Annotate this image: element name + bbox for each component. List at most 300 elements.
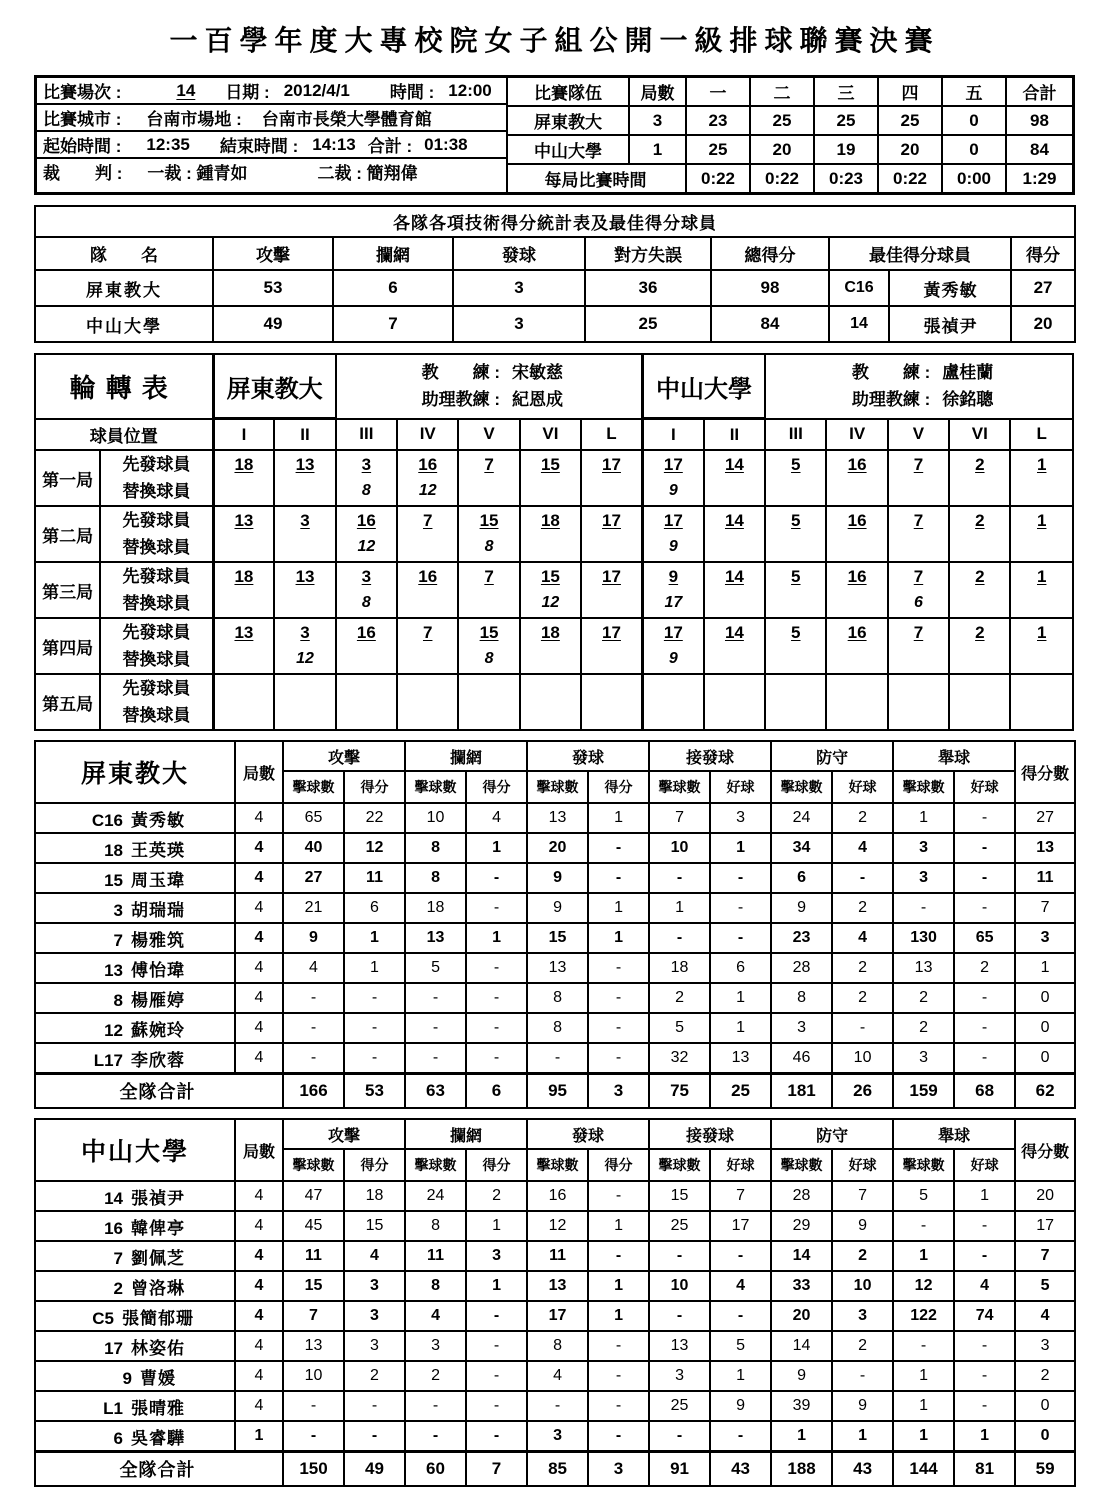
starter-number: [705, 619, 764, 647]
skill-group-header: 攻擊: [283, 741, 405, 771]
stat-cell: -: [283, 1013, 344, 1043]
stat-cell: 39: [771, 1391, 832, 1421]
total-stat-cell: 81: [954, 1452, 1015, 1487]
stat-cell: 1: [588, 893, 649, 923]
rotation-cell: [336, 562, 397, 618]
stat-cell: 4: [527, 1361, 588, 1391]
starter-number: [766, 507, 825, 535]
stat-cell: -: [588, 1331, 649, 1361]
venue-value: 台南市長榮大學體育館: [261, 110, 432, 129]
starter-number-text: 3: [361, 567, 372, 586]
stat-cell: 21: [283, 893, 344, 923]
stat-cell: 8: [405, 1271, 466, 1301]
stat-cell: -: [588, 863, 649, 893]
player-number: 2: [113, 1278, 123, 1298]
rotation-cell: [826, 450, 887, 506]
starter-number: [275, 563, 334, 591]
starter-number: [766, 619, 825, 647]
stat-cell: 25: [649, 1211, 710, 1241]
substitute-label: 替換球員: [122, 650, 191, 669]
scoresheet-page: [34, 0, 1075, 1487]
stats-header-row: [35, 741, 1075, 771]
set4-header: 四: [878, 78, 942, 106]
starter-number: [827, 619, 886, 647]
starter-number: [644, 451, 703, 479]
starter-number-text: 17: [663, 455, 683, 474]
starter-number: [215, 675, 274, 703]
total-points-header: 總得分: [711, 237, 829, 270]
stat-cell: -: [710, 1241, 771, 1271]
substitute-number: [398, 647, 457, 672]
player-name-cell: [35, 863, 235, 893]
tech-stat-cell: 3: [453, 306, 585, 342]
total-points: 59: [1015, 1452, 1075, 1487]
stat-cell: 2: [466, 1181, 527, 1211]
starter-number: [827, 563, 886, 591]
skill-group-header: 接發球: [649, 1119, 771, 1149]
tech-header-row: [35, 237, 1075, 270]
total-stat-cell: 95: [527, 1074, 588, 1109]
score-team-name: 屏東教大: [508, 106, 629, 135]
substitute-label: 替換球員: [122, 706, 191, 725]
player-name: 黃秀敏: [131, 810, 185, 830]
skill-group-header: 發球: [527, 1119, 649, 1149]
stat-cell: 40: [283, 833, 344, 863]
city-label: 比賽城市 :: [43, 110, 122, 129]
stat-subheader: 擊球數: [283, 771, 344, 803]
stat-cell: 10: [832, 1043, 893, 1074]
substitute-number: [827, 535, 886, 560]
player-row: [35, 923, 1075, 953]
substitute-number: [459, 703, 518, 728]
substitute-label: 替換球員: [122, 538, 191, 557]
starter-number: [275, 451, 334, 479]
player-sets-played: 4: [235, 923, 283, 953]
position-header: III: [336, 419, 397, 451]
rotation-set-row: [35, 674, 1073, 730]
starter-number-text: 15: [540, 567, 560, 586]
stat-cell: 2: [893, 1013, 954, 1043]
stat-cell: -: [832, 1013, 893, 1043]
rotation-cell: [888, 674, 949, 730]
total-stat-cell: 85: [527, 1452, 588, 1487]
starter-number: [459, 507, 518, 535]
team-title: 屏東教大: [35, 741, 235, 803]
rotation-cell: [765, 562, 826, 618]
player-number: 17: [104, 1338, 123, 1358]
stat-cell: 8: [405, 863, 466, 893]
starter-number: [950, 507, 1009, 535]
starter-number: [1011, 451, 1072, 479]
player-row: [35, 1421, 1075, 1452]
stat-cell: 3: [405, 1331, 466, 1361]
starter-number-text: 7: [422, 511, 433, 530]
stat-cell: -: [527, 1391, 588, 1421]
starter-number: [644, 563, 703, 591]
substitute-number: [1011, 591, 1072, 616]
starter-number-text: 13: [295, 455, 315, 474]
coach-line: [774, 359, 1071, 386]
starter-number-text: 16: [847, 623, 867, 642]
starter-number-text: 1: [1037, 567, 1047, 586]
stat-cell: -: [893, 893, 954, 923]
stat-cell: 18: [344, 1181, 405, 1211]
player-row: [35, 1013, 1075, 1043]
set-time-cell: 0:00: [942, 164, 1006, 192]
stat-cell: 3: [649, 1361, 710, 1391]
stat-cell: 1: [893, 1241, 954, 1271]
starter-number: [582, 507, 641, 535]
stat-cell: -: [344, 1013, 405, 1043]
assistant-coach-label: 助理教練 :: [421, 390, 500, 410]
starter-number: [950, 451, 1009, 479]
substitute-number: [1011, 535, 1072, 560]
stat-cell: 74: [954, 1301, 1015, 1331]
rotation-cell: [826, 506, 887, 562]
set3-header: 三: [814, 78, 878, 106]
stat-cell: 23: [771, 923, 832, 953]
tech-stat-cell: 7: [333, 306, 453, 342]
stat-cell: 6: [344, 893, 405, 923]
info-row-referees: [37, 159, 506, 184]
player-number: C16: [91, 810, 123, 830]
starter-number-text: 3: [300, 623, 310, 642]
stat-cell: 1: [893, 1361, 954, 1391]
substitute-number: [827, 591, 886, 616]
stat-cell: 13: [893, 953, 954, 983]
best-player-name: 張禎尹: [889, 306, 1011, 342]
total-stat-cell: 159: [893, 1074, 954, 1109]
stat-cell: 4: [954, 1271, 1015, 1301]
rotation-cell: [1010, 674, 1073, 730]
player-number: L1: [103, 1398, 123, 1418]
stat-cell: 8: [405, 833, 466, 863]
player-name-cell: [35, 1331, 235, 1361]
starter-number: [337, 451, 396, 479]
stat-cell: -: [588, 1241, 649, 1271]
stat-cell: 3: [832, 1301, 893, 1331]
starter-number: [337, 563, 396, 591]
set-time-cell: 0:22: [686, 164, 750, 192]
stat-subheader: 擊球數: [649, 771, 710, 803]
stat-cell: 6: [710, 953, 771, 983]
total-stat-cell: 75: [649, 1074, 710, 1109]
stat-cell: 1: [466, 1211, 527, 1241]
player-sets-played: 4: [235, 983, 283, 1013]
substitute-number: [1011, 703, 1072, 728]
starter-number: [766, 675, 825, 703]
stat-cell: 3: [893, 863, 954, 893]
referee-label-2: 判 :: [95, 164, 123, 183]
starter-number: [827, 451, 886, 479]
skill-group-header: 防守: [771, 1119, 893, 1149]
city-value: 台南市: [146, 110, 198, 129]
player-name: 林姿佑: [131, 1338, 185, 1358]
rotation-cell: [397, 450, 458, 506]
rotation-title: 輪轉表: [35, 354, 213, 419]
skill-group-header: 接發球: [649, 741, 771, 771]
rotation-cell: [213, 450, 274, 506]
start-time-label: 起始時間 :: [43, 137, 122, 156]
starter-number: [521, 451, 580, 479]
starter-number-text: 7: [913, 455, 924, 474]
rotation-cell: [274, 674, 335, 730]
stat-cell: 20: [771, 1301, 832, 1331]
player-name: 胡瑞瑞: [131, 900, 185, 920]
stat-cell: 9: [832, 1391, 893, 1421]
starter-number: [275, 507, 334, 535]
stat-cell: -: [283, 1391, 344, 1421]
substitute-number: [398, 703, 457, 728]
rotation-set-row: [35, 506, 1073, 562]
team-name-header: 隊 名: [35, 237, 213, 270]
substitute-number: [1011, 479, 1072, 504]
substitute-number: 12: [357, 538, 376, 555]
set-name: 第三局: [35, 562, 100, 618]
stat-cell: 17: [710, 1211, 771, 1241]
assistant-coach-name: 徐銘聰: [942, 390, 994, 410]
stat-cell: -: [527, 1043, 588, 1074]
starter-label: 先發球員: [122, 567, 191, 586]
stat-cell: 1: [710, 1013, 771, 1043]
stat-cell: 8: [771, 983, 832, 1013]
substitute-number: [582, 479, 641, 504]
substitute-number: [582, 703, 641, 728]
stat-cell: 1: [344, 953, 405, 983]
duration-label: 合計 :: [367, 137, 413, 156]
starter-number-text: 16: [847, 567, 867, 586]
rotation-cell: [274, 450, 335, 506]
starter-number: [644, 507, 703, 535]
starter-number: [1011, 563, 1072, 591]
score-cell: 19: [814, 135, 878, 164]
rotation-cell: [949, 506, 1010, 562]
stat-cell: -: [710, 893, 771, 923]
starter-number-text: 2: [975, 623, 985, 642]
stat-cell: -: [649, 1301, 710, 1331]
score-header-row: [508, 78, 1072, 106]
substitute-number: [766, 535, 825, 560]
starter-number-text: 7: [484, 567, 494, 586]
stat-cell: 1: [344, 923, 405, 953]
set-time-cell: 0:22: [750, 164, 814, 192]
stat-cell: 46: [771, 1043, 832, 1074]
starter-number-text: 5: [791, 511, 801, 530]
stat-cell: -: [405, 1391, 466, 1421]
lineup-type-labels: [100, 618, 213, 674]
substitute-number: [950, 591, 1009, 616]
stat-cell: 4: [466, 803, 527, 833]
stat-cell: -: [893, 1331, 954, 1361]
skill-group-header: 發球: [527, 741, 649, 771]
starter-number: [705, 507, 764, 535]
stat-cell: -: [466, 1361, 527, 1391]
starter-number: [521, 507, 580, 535]
starter-number: [889, 563, 948, 591]
team-stats-table: [34, 1118, 1076, 1487]
starter-number-text: 2: [975, 511, 985, 530]
player-row: [35, 1301, 1075, 1331]
stats-header-row: [35, 1119, 1075, 1149]
rotation-cell: [642, 618, 703, 674]
stat-cell: -: [832, 1361, 893, 1391]
set5-header: 五: [942, 78, 1006, 106]
stat-cell: 13: [527, 953, 588, 983]
set-times-label: 每局比賽時間: [508, 164, 686, 192]
rotation-cell: [949, 562, 1010, 618]
player-name: 王英瑛: [131, 840, 185, 860]
rotation-header-row: [35, 354, 1073, 419]
score-cell: 23: [686, 106, 750, 135]
stat-cell: -: [466, 863, 527, 893]
stat-cell: 14: [771, 1331, 832, 1361]
starter-label: 先發球員: [122, 679, 191, 698]
player-points: 0: [1015, 1043, 1075, 1074]
starter-number-text: 15: [479, 511, 499, 530]
total-stat-cell: 150: [283, 1452, 344, 1487]
stat-cell: -: [466, 1421, 527, 1452]
starter-number-text: 16: [847, 511, 867, 530]
rotation-cell: [336, 674, 397, 730]
tech-team-name: 中山大學: [35, 306, 213, 342]
stat-cell: -: [466, 1301, 527, 1331]
position-header: II: [704, 419, 765, 451]
starter-number: [215, 563, 274, 591]
total-stat-cell: 3: [588, 1452, 649, 1487]
total-stat-cell: 166: [283, 1074, 344, 1109]
substitute-number: [521, 703, 580, 728]
starter-number: [521, 619, 580, 647]
stat-cell: 24: [771, 803, 832, 833]
stat-subheader: 擊球數: [771, 771, 832, 803]
total-stat-cell: 43: [832, 1452, 893, 1487]
substitute-number: [337, 647, 396, 672]
substitute-number: 9: [668, 650, 678, 667]
match-number-value: 14: [176, 80, 196, 100]
stat-cell: 5: [649, 1013, 710, 1043]
team-stats-1: [34, 1118, 1075, 1487]
stat-cell: -: [588, 953, 649, 983]
position-header: I: [642, 419, 703, 451]
substitute-number: 8: [361, 482, 371, 499]
player-sets-played: 4: [235, 1211, 283, 1241]
player-name-cell: [35, 1013, 235, 1043]
player-position-label: 球員位置: [35, 419, 213, 451]
stat-cell: 9: [527, 863, 588, 893]
substitute-number: [398, 591, 457, 616]
rotation-cell: [336, 506, 397, 562]
player-points: 13: [1015, 833, 1075, 863]
position-header: I: [213, 419, 274, 451]
stat-subheader: 擊球數: [527, 1149, 588, 1181]
rotation-cell: [826, 674, 887, 730]
stat-cell: 22: [344, 803, 405, 833]
starter-number: [889, 507, 948, 535]
stat-subheader: 得分: [344, 1149, 405, 1181]
rotation-cell: [704, 450, 765, 506]
points-header: 得分: [1011, 237, 1075, 270]
score-cell: 25: [686, 135, 750, 164]
starter-label: 先發球員: [122, 511, 191, 530]
player-name-cell: [35, 1271, 235, 1301]
stat-cell: -: [954, 983, 1015, 1013]
stat-cell: 4: [283, 953, 344, 983]
tech-table-body: [35, 206, 1075, 342]
stat-cell: 18: [649, 953, 710, 983]
stat-cell: 4: [832, 833, 893, 863]
team-total-row: [35, 1452, 1075, 1487]
stat-cell: -: [588, 1013, 649, 1043]
starter-number: [644, 619, 703, 647]
stat-cell: 6: [771, 863, 832, 893]
rotation-cell: [581, 506, 642, 562]
substitute-number: 17: [664, 594, 683, 611]
player-name: 劉佩芝: [131, 1248, 185, 1268]
score-cell: 0: [942, 135, 1006, 164]
stat-cell: -: [344, 983, 405, 1013]
rotation-position-row: [35, 419, 1073, 451]
player-sets-played: 4: [235, 1043, 283, 1074]
starter-number-text: 16: [418, 567, 438, 586]
score-cell: 0: [942, 106, 1006, 135]
info-row-times: [37, 132, 506, 159]
position-header: IV: [826, 419, 887, 451]
stat-cell: 5: [405, 953, 466, 983]
teams-header: 比賽隊伍: [508, 78, 629, 106]
total-stat-cell: 53: [344, 1074, 405, 1109]
stat-cell: 2: [832, 983, 893, 1013]
player-name-cell: [35, 983, 235, 1013]
stat-cell: 4: [405, 1301, 466, 1331]
rotation-set-row: [35, 450, 1073, 506]
substitute-number: [521, 647, 580, 672]
player-name: 傅怡瑋: [131, 960, 185, 980]
rotation-cell: [826, 562, 887, 618]
rotation-cell: [581, 674, 642, 730]
starter-number-text: 15: [540, 455, 560, 474]
set-name: 第四局: [35, 618, 100, 674]
starter-number-text: 15: [479, 623, 499, 642]
stat-cell: -: [649, 1241, 710, 1271]
stat-cell: -: [466, 953, 527, 983]
info-row-match: [37, 78, 506, 105]
stat-cell: -: [649, 1421, 710, 1452]
total-stat-cell: 43: [710, 1452, 771, 1487]
stat-cell: -: [344, 1043, 405, 1074]
stat-cell: 10: [832, 1271, 893, 1301]
starter-number-text: 5: [791, 623, 801, 642]
total-points: 62: [1015, 1074, 1075, 1109]
starter-number-text: 16: [356, 623, 376, 642]
player-points: 0: [1015, 1013, 1075, 1043]
total-stat-cell: 181: [771, 1074, 832, 1109]
stat-cell: -: [466, 1391, 527, 1421]
skill-group-header: 攔網: [405, 1119, 527, 1149]
player-sets-played: 4: [235, 1241, 283, 1271]
substitute-number: [521, 479, 580, 504]
attack-header: 攻擊: [213, 237, 333, 270]
player-name: 楊雅筑: [131, 930, 185, 950]
best-player-number: C16: [829, 270, 889, 306]
substitute-number: [1011, 647, 1072, 672]
starter-number-text: 7: [484, 455, 494, 474]
stat-cell: -: [954, 1331, 1015, 1361]
position-header: IV: [397, 419, 458, 451]
substitute-number: 9: [668, 538, 678, 555]
player-points: 0: [1015, 1421, 1075, 1452]
player-number: 3: [113, 900, 123, 920]
set-time-cell: 0:23: [814, 164, 878, 192]
